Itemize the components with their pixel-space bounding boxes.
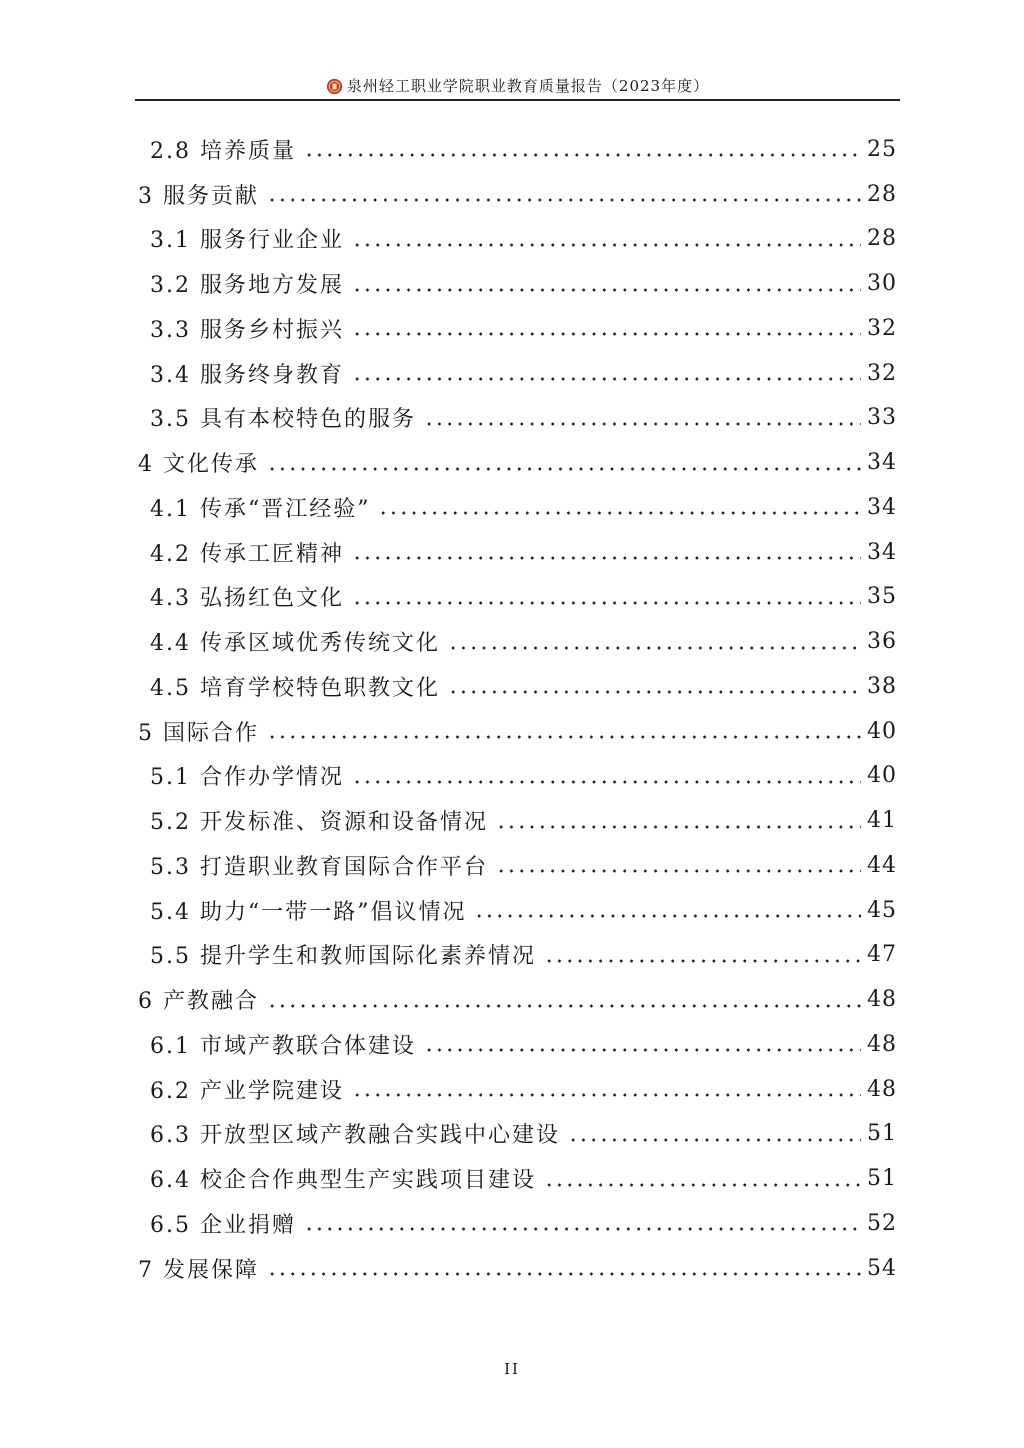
toc-entry-title: 7 发展保障 [138, 1257, 259, 1283]
toc-dot-leader [267, 735, 861, 739]
toc-entry-page: 44 [867, 852, 897, 878]
toc-dot-leader [424, 1048, 861, 1052]
toc-entry-title: 4.5 培育学校特色职教文化 [150, 675, 440, 701]
toc-section-entry[interactable] [135, 619, 897, 664]
page-header [135, 72, 900, 100]
toc-dot-leader [474, 914, 861, 918]
toc-entry-page: 35 [867, 584, 897, 610]
toc-dot-leader [352, 332, 861, 336]
toc-dot-leader [267, 198, 861, 202]
toc-section-entry[interactable] [135, 306, 897, 351]
school-seal-icon [326, 78, 343, 95]
toc-section-entry[interactable] [135, 530, 897, 575]
toc-entry-page: 45 [867, 897, 897, 923]
toc-dot-leader [352, 601, 861, 605]
toc-entry-page: 34 [867, 539, 897, 565]
toc-section-entry[interactable] [135, 127, 897, 172]
toc-dot-leader [496, 825, 861, 829]
toc-entry-page: 40 [867, 763, 897, 789]
toc-entry-title: 6.4 校企合作典型生产实践项目建设 [150, 1168, 536, 1194]
toc-entry-title: 4 文化传承 [138, 452, 259, 478]
toc-section-entry[interactable] [135, 1067, 897, 1112]
toc-entry-title: 5.3 打造职业教育国际合作平台 [150, 854, 488, 880]
toc-entry-page: 25 [867, 136, 897, 162]
toc-chapter-entry[interactable] [135, 977, 897, 1022]
toc-dot-leader [352, 1093, 861, 1097]
toc-entry-page: 34 [867, 450, 897, 476]
toc-entry-title: 5 国际合作 [138, 720, 259, 746]
toc-section-entry[interactable] [135, 888, 897, 933]
toc-dot-leader [267, 467, 861, 471]
toc-chapter-entry[interactable] [135, 440, 897, 485]
toc-section-entry[interactable] [135, 1156, 897, 1201]
toc-entry-title: 4.2 传承工匠精神 [150, 541, 344, 567]
header-content [326, 72, 709, 100]
toc-section-entry[interactable] [135, 575, 897, 620]
toc-entry-page: 32 [867, 360, 897, 386]
toc-dot-leader [544, 959, 861, 963]
header-title: 泉州轻工职业学院职业教育质量报告（2023年度） [346, 77, 710, 95]
toc-section-entry[interactable] [135, 396, 897, 441]
toc-section-entry[interactable] [135, 485, 897, 530]
toc-section-entry[interactable] [135, 933, 897, 978]
toc-entry-title: 5.2 开发标准、资源和设备情况 [150, 810, 488, 836]
toc-entry-title: 4.4 传承区域优秀传统文化 [150, 631, 440, 657]
toc-entry-title: 6.3 开放型区域产教融合实践中心建设 [150, 1123, 560, 1149]
toc-dot-leader [352, 243, 861, 247]
toc-dot-leader [378, 511, 861, 515]
toc-dot-leader [496, 869, 861, 873]
toc-section-entry[interactable] [135, 754, 897, 799]
toc-dot-leader [448, 646, 861, 650]
toc-entry-page: 30 [867, 271, 897, 297]
toc-section-entry[interactable] [135, 843, 897, 888]
toc-dot-leader [304, 153, 861, 157]
toc-entry-title: 6.2 产业学院建设 [150, 1078, 344, 1104]
toc-entry-page: 51 [867, 1166, 897, 1192]
toc-entry-page: 48 [867, 1076, 897, 1102]
toc-entry-page: 41 [867, 808, 897, 834]
toc-chapter-entry[interactable] [135, 172, 897, 217]
toc-chapter-entry[interactable] [135, 709, 897, 754]
toc-dot-leader [448, 690, 861, 694]
toc-entry-title: 6 产教融合 [138, 989, 259, 1015]
toc-entry-title: 3.1 服务行业企业 [150, 228, 344, 254]
toc-entry-title: 3 服务贡献 [138, 183, 259, 209]
toc-dot-leader [568, 1138, 861, 1142]
toc-section-entry[interactable] [135, 217, 897, 262]
toc-dot-leader [352, 780, 861, 784]
toc-entry-page: 34 [867, 494, 897, 520]
toc-entry-page: 28 [867, 226, 897, 252]
toc-entry-title: 5.1 合作办学情况 [150, 765, 344, 791]
toc-entry-title: 6.1 市域产教联合体建设 [150, 1033, 416, 1059]
toc-dot-leader [544, 1183, 861, 1187]
toc-chapter-entry[interactable] [135, 1246, 897, 1291]
toc-entry-page: 48 [867, 987, 897, 1013]
toc-entry-page: 38 [867, 673, 897, 699]
table-of-contents [135, 127, 897, 1291]
toc-section-entry[interactable] [135, 261, 897, 306]
toc-dot-leader [352, 377, 861, 381]
toc-entry-title: 6.5 企业捐赠 [150, 1212, 296, 1238]
toc-entry-page: 36 [867, 629, 897, 655]
toc-entry-page: 48 [867, 1031, 897, 1057]
toc-entry-page: 54 [867, 1255, 897, 1281]
toc-entry-title: 5.5 提升学生和教师国际化素养情况 [150, 944, 536, 970]
toc-entry-title: 2.8 培养质量 [150, 138, 296, 164]
toc-entry-title: 3.3 服务乡村振兴 [150, 317, 344, 343]
header-divider [135, 99, 900, 101]
toc-dot-leader [352, 556, 861, 560]
toc-dot-leader [352, 288, 861, 292]
toc-entry-page: 28 [867, 181, 897, 207]
toc-section-entry[interactable] [135, 1201, 897, 1246]
toc-dot-leader [267, 1004, 861, 1008]
toc-section-entry[interactable] [135, 351, 897, 396]
toc-section-entry[interactable] [135, 1112, 897, 1157]
toc-section-entry[interactable] [135, 1022, 897, 1067]
toc-section-entry[interactable] [135, 798, 897, 843]
toc-entry-page: 32 [867, 315, 897, 341]
toc-entry-page: 51 [867, 1121, 897, 1147]
toc-entry-title: 4.1 传承“晋江经验” [150, 496, 371, 522]
toc-entry-page: 47 [867, 942, 897, 968]
toc-entry-title: 5.4 助力“一带一路”倡议情况 [150, 899, 467, 925]
toc-dot-leader [267, 1272, 861, 1276]
toc-entry-title: 3.5 具有本校特色的服务 [150, 407, 416, 433]
toc-entry-page: 40 [867, 718, 897, 744]
toc-entry-page: 33 [867, 405, 897, 431]
toc-entry-title: 4.3 弘扬红色文化 [150, 586, 344, 612]
toc-entry-title: 3.4 服务终身教育 [150, 362, 344, 388]
toc-dot-leader [304, 1227, 861, 1231]
page-number: II [504, 1360, 520, 1378]
toc-section-entry[interactable] [135, 664, 897, 709]
toc-dot-leader [424, 422, 861, 426]
toc-entry-page: 52 [867, 1210, 897, 1236]
toc-entry-title: 3.2 服务地方发展 [150, 273, 344, 299]
